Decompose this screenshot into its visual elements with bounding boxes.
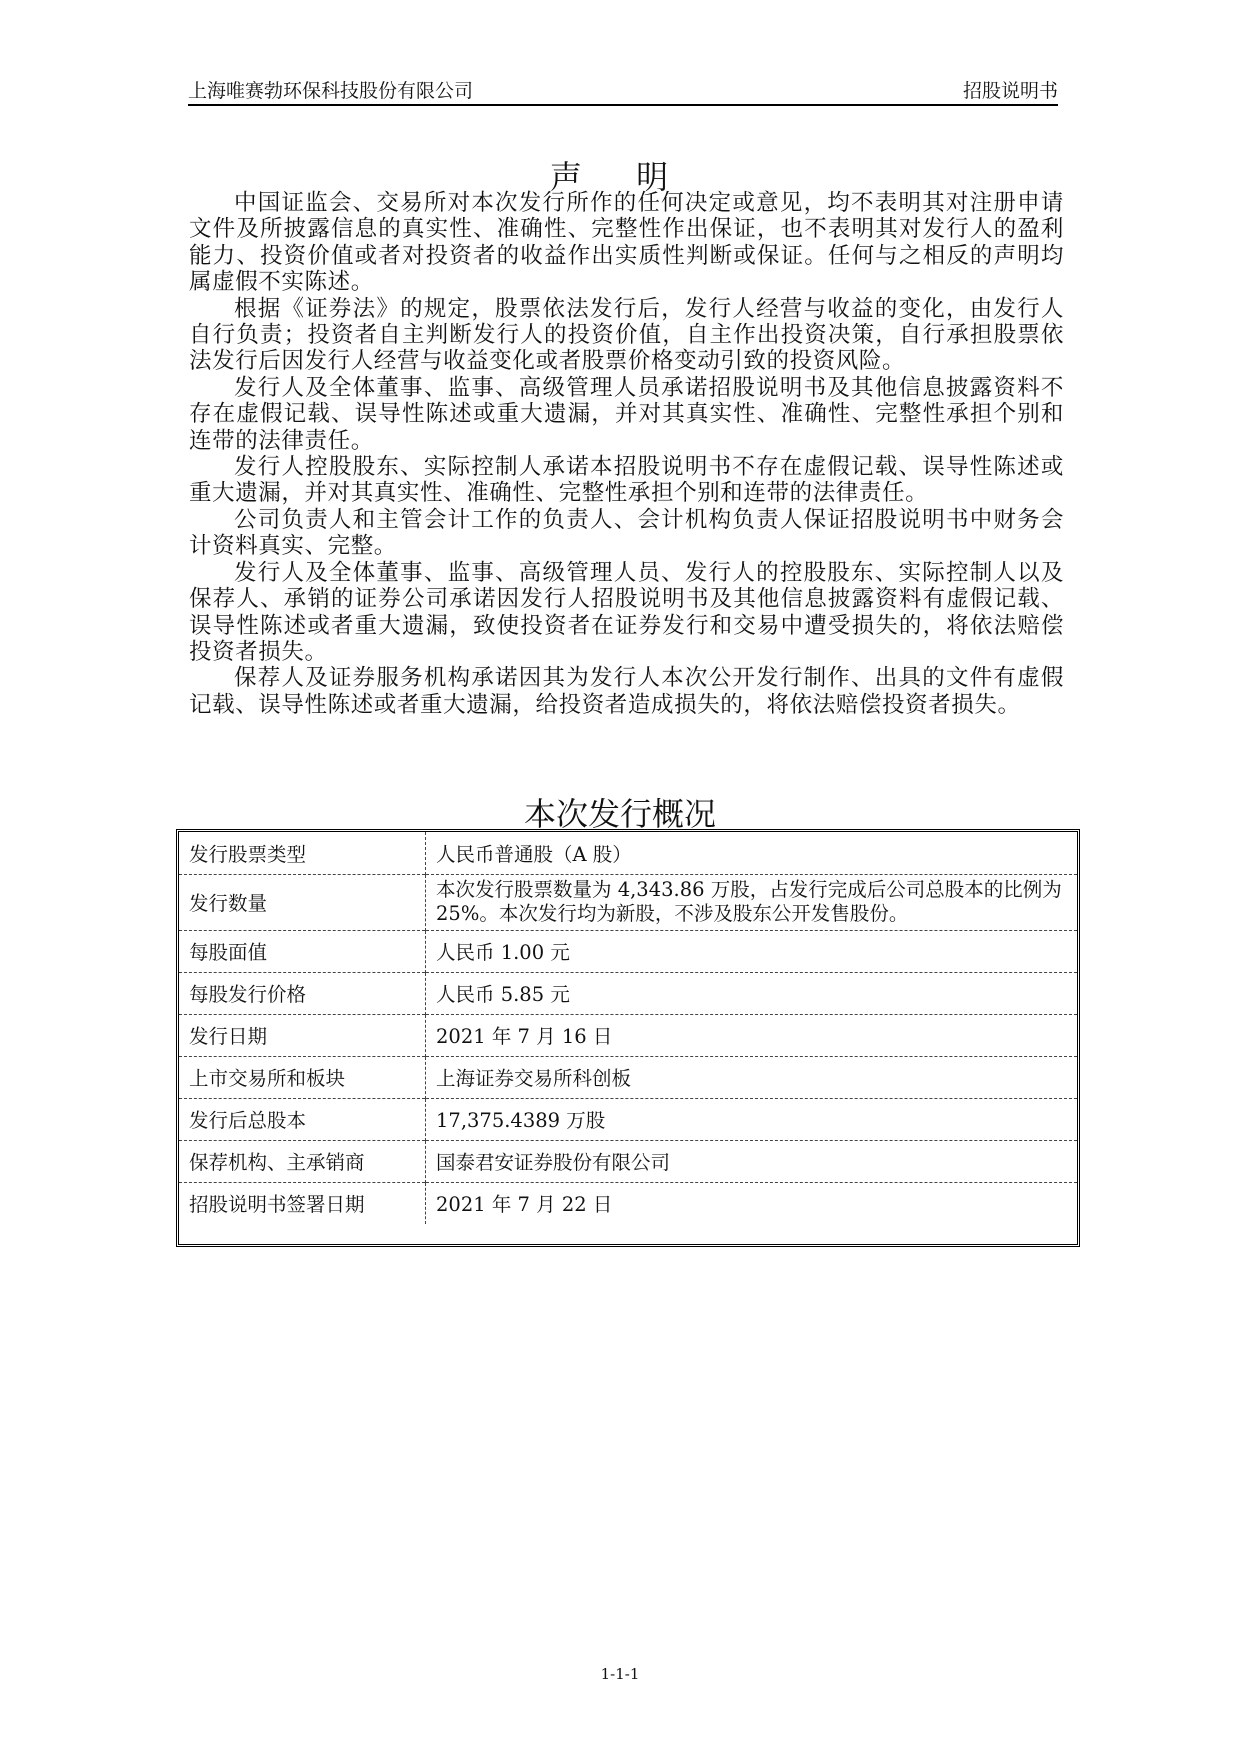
row-label: 保荐机构、主承销商 bbox=[179, 1140, 426, 1182]
table-row bbox=[179, 1056, 1077, 1098]
declaration-body bbox=[189, 190, 1064, 718]
row-label: 招股说明书签署日期 bbox=[179, 1182, 426, 1224]
table-row bbox=[179, 1140, 1077, 1182]
table-row bbox=[179, 1098, 1077, 1140]
company-name: 上海唯赛勃环保科技股份有限公司 bbox=[188, 80, 474, 102]
overview-title: 本次发行概况 bbox=[523, 795, 716, 833]
row-label: 每股发行价格 bbox=[179, 972, 426, 1014]
row-label: 发行股票类型 bbox=[179, 832, 426, 874]
table-row bbox=[179, 832, 1077, 874]
table-row bbox=[179, 1014, 1077, 1056]
table-row bbox=[179, 1182, 1077, 1224]
document-type: 招股说明书 bbox=[962, 80, 1058, 102]
row-value: 人民币普通股（A 股） bbox=[436, 842, 632, 866]
declaration-title: 声 明 bbox=[549, 158, 691, 196]
row-value: 2021 年 7 月 16 日 bbox=[436, 1025, 613, 1048]
row-label: 发行日期 bbox=[179, 1014, 426, 1056]
row-value: 2021 年 7 月 22 日 bbox=[436, 1193, 613, 1217]
table-row bbox=[179, 972, 1077, 1014]
declaration-paragraph: 中国证监会、交易所对本次发行所作的任何决定或意见，均不表明其对注册申请文件及所披露信息的真实性、准确性、完整性作出保证，也不表明其对发行人的盈利能力、投资价值或者对投资者的收益作出实质性判断或保证。任何与之相反的声明均属虚假不实陈述。 bbox=[189, 190, 1064, 296]
row-label: 发行后总股本 bbox=[179, 1098, 426, 1140]
declaration-paragraph: 公司负责人和主管会计工作的负责人、会计机构负责人保证招股说明书中财务会计资料真实、完整。 bbox=[189, 506, 1064, 560]
page-header bbox=[188, 76, 1058, 106]
row-label: 上市交易所和板块 bbox=[179, 1056, 426, 1098]
row-value: 国泰君安证券股份有限公司 bbox=[436, 1151, 671, 1174]
table-row bbox=[179, 930, 1077, 972]
row-label: 发行数量 bbox=[179, 874, 426, 930]
declaration-paragraph: 保荐人及证券服务机构承诺因其为发行人本次公开发行制作、出具的文件有虚假记载、误导性陈述或者重大遗漏，给投资者造成损失的，将依法赔偿投资者损失。 bbox=[189, 665, 1064, 718]
row-value: 人民币 5.85 元 bbox=[436, 983, 570, 1006]
row-value: 上海证券交易所科创板 bbox=[436, 1067, 632, 1090]
row-value: 本次发行股票数量为 4,343.86 万股，占发行完成后公司总股本的比例为 25%。本次发行均为新股，不涉及股东公开发售股份。 bbox=[436, 878, 1062, 925]
declaration-paragraph: 发行人及全体董事、监事、高级管理人员承诺招股说明书及其他信息披露资料不存在虚假记载、误导性陈述或重大遗漏，并对其真实性、准确性、完整性承担个别和连带的法律责任。 bbox=[189, 374, 1064, 454]
declaration-paragraph: 发行人控股股东、实际控制人承诺本招股说明书不存在虚假记载、误导性陈述或重大遗漏，并对其真实性、准确性、完整性承担个别和连带的法律责任。 bbox=[189, 454, 1064, 507]
table-row bbox=[179, 874, 1077, 930]
row-value: 人民币 1.00 元 bbox=[436, 941, 570, 964]
row-label: 每股面值 bbox=[179, 930, 426, 972]
declaration-paragraph: 发行人及全体董事、监事、高级管理人员、发行人的控股股东、实际控制人以及保荐人、承销的证券公司承诺因发行人招股说明书及其他信息披露资料有虚假记载、误导性陈述或者重大遗漏，致使投资者在证券发行和交易中遭受损失的，将依法赔偿投资者损失。 bbox=[189, 559, 1064, 665]
page-number: 1-1-1 bbox=[600, 1665, 640, 1683]
declaration-paragraph: 根据《证券法》的规定，股票依法发行后，发行人经营与收益的变化，由发行人自行负责；投资者自主判断发行人的投资价值，自主作出投资决策，自行承担股票依法发行后因发行人经营与收益变化或者股票价格变动引致的投资风险。 bbox=[189, 295, 1064, 375]
overview-table bbox=[176, 829, 1080, 1247]
row-value: 17,375.4389 万股 bbox=[436, 1109, 606, 1132]
